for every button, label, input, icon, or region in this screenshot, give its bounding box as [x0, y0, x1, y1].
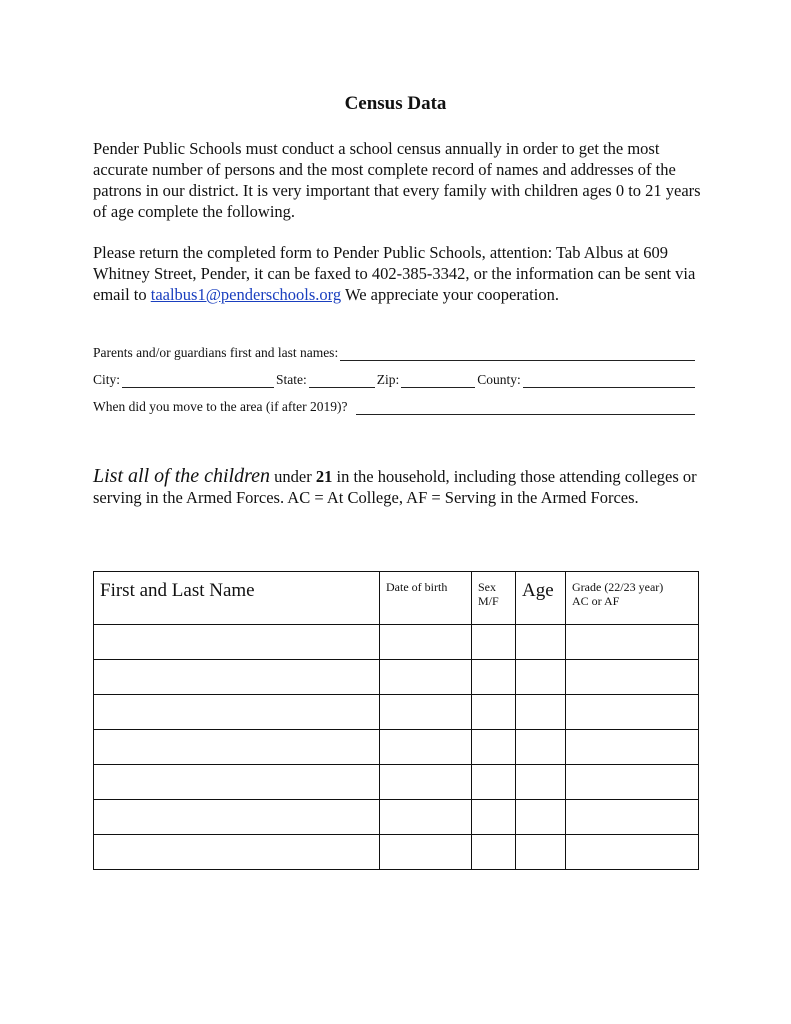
state-input-line[interactable]: [309, 373, 375, 388]
age-cell[interactable]: [516, 730, 566, 765]
list-instruction-italic: List all of the children: [93, 465, 271, 487]
table-row: [94, 660, 699, 695]
dob-cell[interactable]: [380, 835, 472, 870]
grade-cell[interactable]: [566, 730, 699, 765]
list-instruction-mid: under: [270, 467, 316, 486]
header-grade: [566, 572, 699, 625]
header-sex-line1: Sex: [478, 580, 496, 594]
table-row: [94, 625, 699, 660]
name-cell[interactable]: [94, 660, 380, 695]
return-instructions: [93, 242, 713, 305]
age-cell[interactable]: [516, 800, 566, 835]
age-cell[interactable]: [516, 835, 566, 870]
sex-cell[interactable]: [472, 660, 516, 695]
sex-cell[interactable]: [472, 730, 516, 765]
name-cell[interactable]: [94, 695, 380, 730]
parents-input-line[interactable]: [340, 346, 695, 361]
dob-cell[interactable]: [380, 695, 472, 730]
list-instruction-rest: in the household, including those attending colleges or serving in the Armed Forces. AC = At College, AF = Serving in the Armed Forces.: [93, 467, 697, 507]
name-cell[interactable]: [94, 835, 380, 870]
dob-cell[interactable]: [380, 730, 472, 765]
name-cell[interactable]: [94, 625, 380, 660]
header-grade-line1: Grade (22/23 year): [572, 580, 664, 594]
sex-cell[interactable]: [472, 625, 516, 660]
list-instruction: [93, 466, 713, 508]
header-dob: Date of birth: [380, 572, 472, 625]
grade-cell[interactable]: [566, 660, 699, 695]
county-input-line[interactable]: [523, 373, 695, 388]
sex-cell[interactable]: [472, 695, 516, 730]
table-header-row: [94, 572, 699, 625]
age-cell[interactable]: [516, 660, 566, 695]
dob-cell[interactable]: [380, 625, 472, 660]
grade-cell[interactable]: [566, 835, 699, 870]
name-cell[interactable]: [94, 800, 380, 835]
city-label: City:: [93, 372, 121, 387]
age-cell[interactable]: [516, 695, 566, 730]
address-field-row: [93, 368, 697, 388]
table-row: [94, 730, 699, 765]
grade-cell[interactable]: [566, 625, 699, 660]
intro-paragraph: Pender Public Schools must conduct a school census annually in order to get the most accurate number of persons and the most complete record of names and addresses of the patrons in our district. It is very important that every family with children ages 0 to 21 years of age complete the following.: [93, 139, 701, 221]
parents-field: [93, 341, 697, 361]
move-label: When did you move to the area (if after 2019)?: [93, 399, 348, 414]
return-text-after: We appreciate your cooperation.: [341, 285, 559, 304]
children-table: [93, 571, 699, 870]
email-link[interactable]: taalbus1@penderschools.org: [150, 285, 342, 304]
header-sex: [472, 572, 516, 625]
sex-cell[interactable]: [472, 835, 516, 870]
table-row: [94, 765, 699, 800]
grade-cell[interactable]: [566, 765, 699, 800]
table-body: [94, 625, 699, 870]
move-input-line[interactable]: [356, 400, 695, 415]
sex-cell[interactable]: [472, 800, 516, 835]
parents-label: Parents and/or guardians first and last names:: [93, 345, 339, 360]
county-label: County:: [477, 372, 521, 387]
age-cell[interactable]: [516, 625, 566, 660]
header-sex-line2: M/F: [478, 594, 499, 608]
age-cell[interactable]: [516, 765, 566, 800]
list-instruction-bold: 21: [315, 467, 333, 486]
zip-label: Zip:: [376, 372, 400, 387]
header-age: Age: [516, 572, 566, 625]
table-row: [94, 800, 699, 835]
sex-cell[interactable]: [472, 765, 516, 800]
table-row: [94, 835, 699, 870]
name-cell[interactable]: [94, 730, 380, 765]
page-title: Census Data: [344, 93, 447, 114]
dob-cell[interactable]: [380, 765, 472, 800]
grade-cell[interactable]: [566, 695, 699, 730]
return-text-before: Please return the completed form to Pender Public Schools, attention: Tab Albus at 609 Whitney Street, Pender, it can be faxed to 402-385-3342, or the information can be sent via email to: [93, 243, 696, 304]
grade-cell[interactable]: [566, 800, 699, 835]
table-row: [94, 695, 699, 730]
dob-cell[interactable]: [380, 800, 472, 835]
zip-input-line[interactable]: [401, 373, 475, 388]
city-input-line[interactable]: [122, 373, 274, 388]
header-name: First and Last Name: [94, 572, 380, 625]
name-cell[interactable]: [94, 765, 380, 800]
dob-cell[interactable]: [380, 660, 472, 695]
state-label: State:: [276, 372, 307, 387]
move-field: [93, 395, 697, 415]
header-grade-line2: AC or AF: [572, 594, 620, 608]
